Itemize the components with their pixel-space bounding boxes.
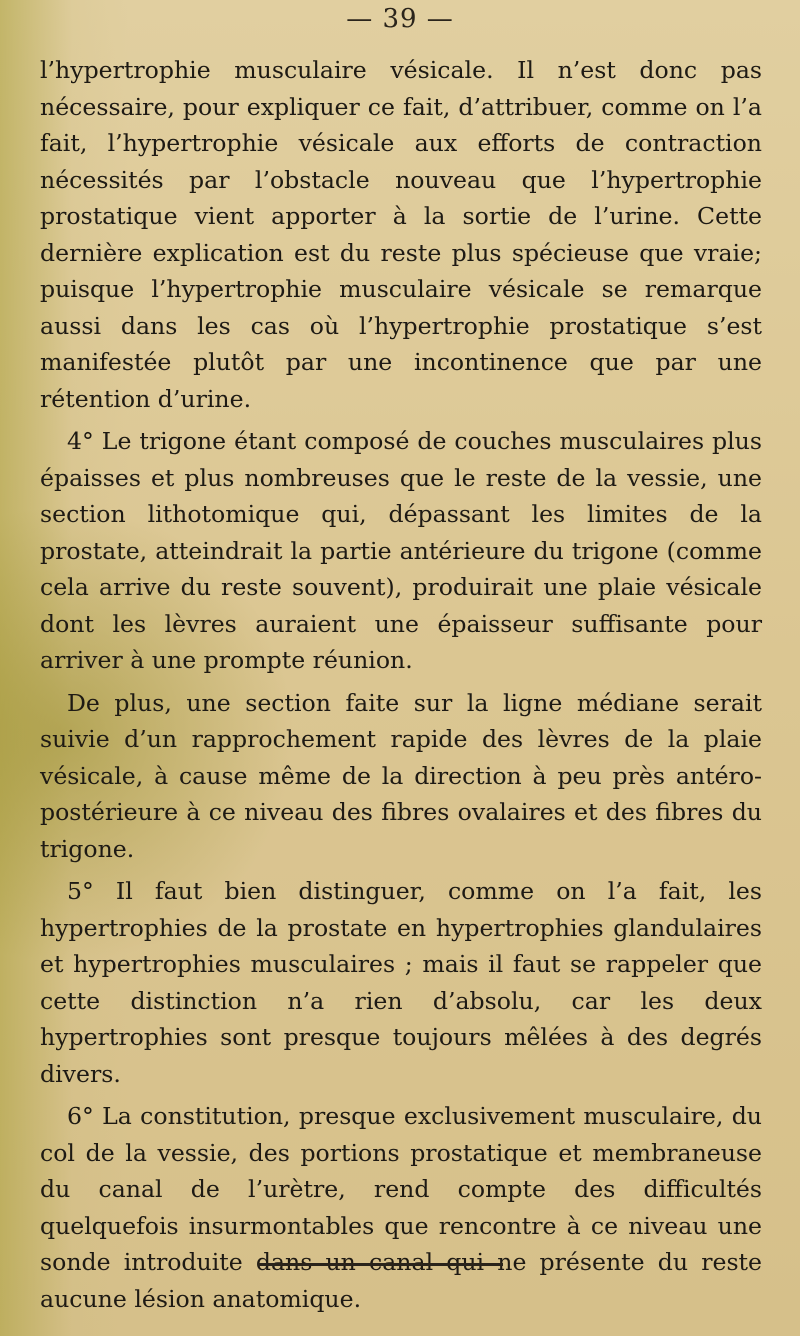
paragraph-median-section: De plus, une section faite sur la ligne médiane serait suivie d’un rapprochement rapide des lèvres de la plaie vésicale, à cause même de la direction à peu près antéro-postérieure à ce niveau des fibres ovalaires et des fibres du trigone.: [40, 688, 762, 863]
page-number: — 39 —: [346, 4, 454, 34]
paragraph-point-6: 6° La constitution, presque exclusivement musculaire, du col de la vessie, des portions prostatique et membraneuse du canal de l’urètre, rend compte des difficultés quelquefois insurmontables que rencontre à ce niveau une sonde introduite dans un canal qui ne présente du reste aucune lésion anatomique.: [40, 1102, 762, 1313]
body-text: [40, 52, 762, 1317]
paragraph-point-4: 4° Le trigone étant composé de couches musculaires plus épaisses et plus nombreuses que le reste de la vessie, une section lithotomique qui, dépassant les limites de la prostate, atteindrait la partie antérieure du trigone (comme cela arrive du reste souvent), produirait une plaie vésicale dont les lèvres auraient une épaisseur suffisante pour arriver à une prompte réunion.: [40, 427, 762, 674]
closing-rule: [258, 1263, 503, 1266]
paragraph-continued: l’hypertrophie musculaire vésicale. Il n’est donc pas nécessaire, pour expliquer ce fait, d’attribuer, comme on l’a fait, l’hypertrophie vésicale aux efforts de contraction nécessités par l’obstacle nouveau que l’hypertrophie prostatique vient apporter à la sortie de l’urine. Cette dernière explication est du reste plus spécieuse que vraie; puisque l’hypertrophie musculaire vésicale se remarque aussi dans les cas où l’hypertrophie prostatique s’est manifestée plutôt par une incontinence que par une rétention d’urine.: [40, 56, 762, 413]
paragraph-point-5: 5° Il faut bien distinguer, comme on l’a fait, les hypertrophies de la prostate en hypertrophies glandulaires et hypertrophies musculaires ; mais il faut se rappeler que cette distinction n’a rien d’absolu, car les deux hypertrophies sont presque toujours mêlées à des degrés divers.: [40, 877, 762, 1088]
